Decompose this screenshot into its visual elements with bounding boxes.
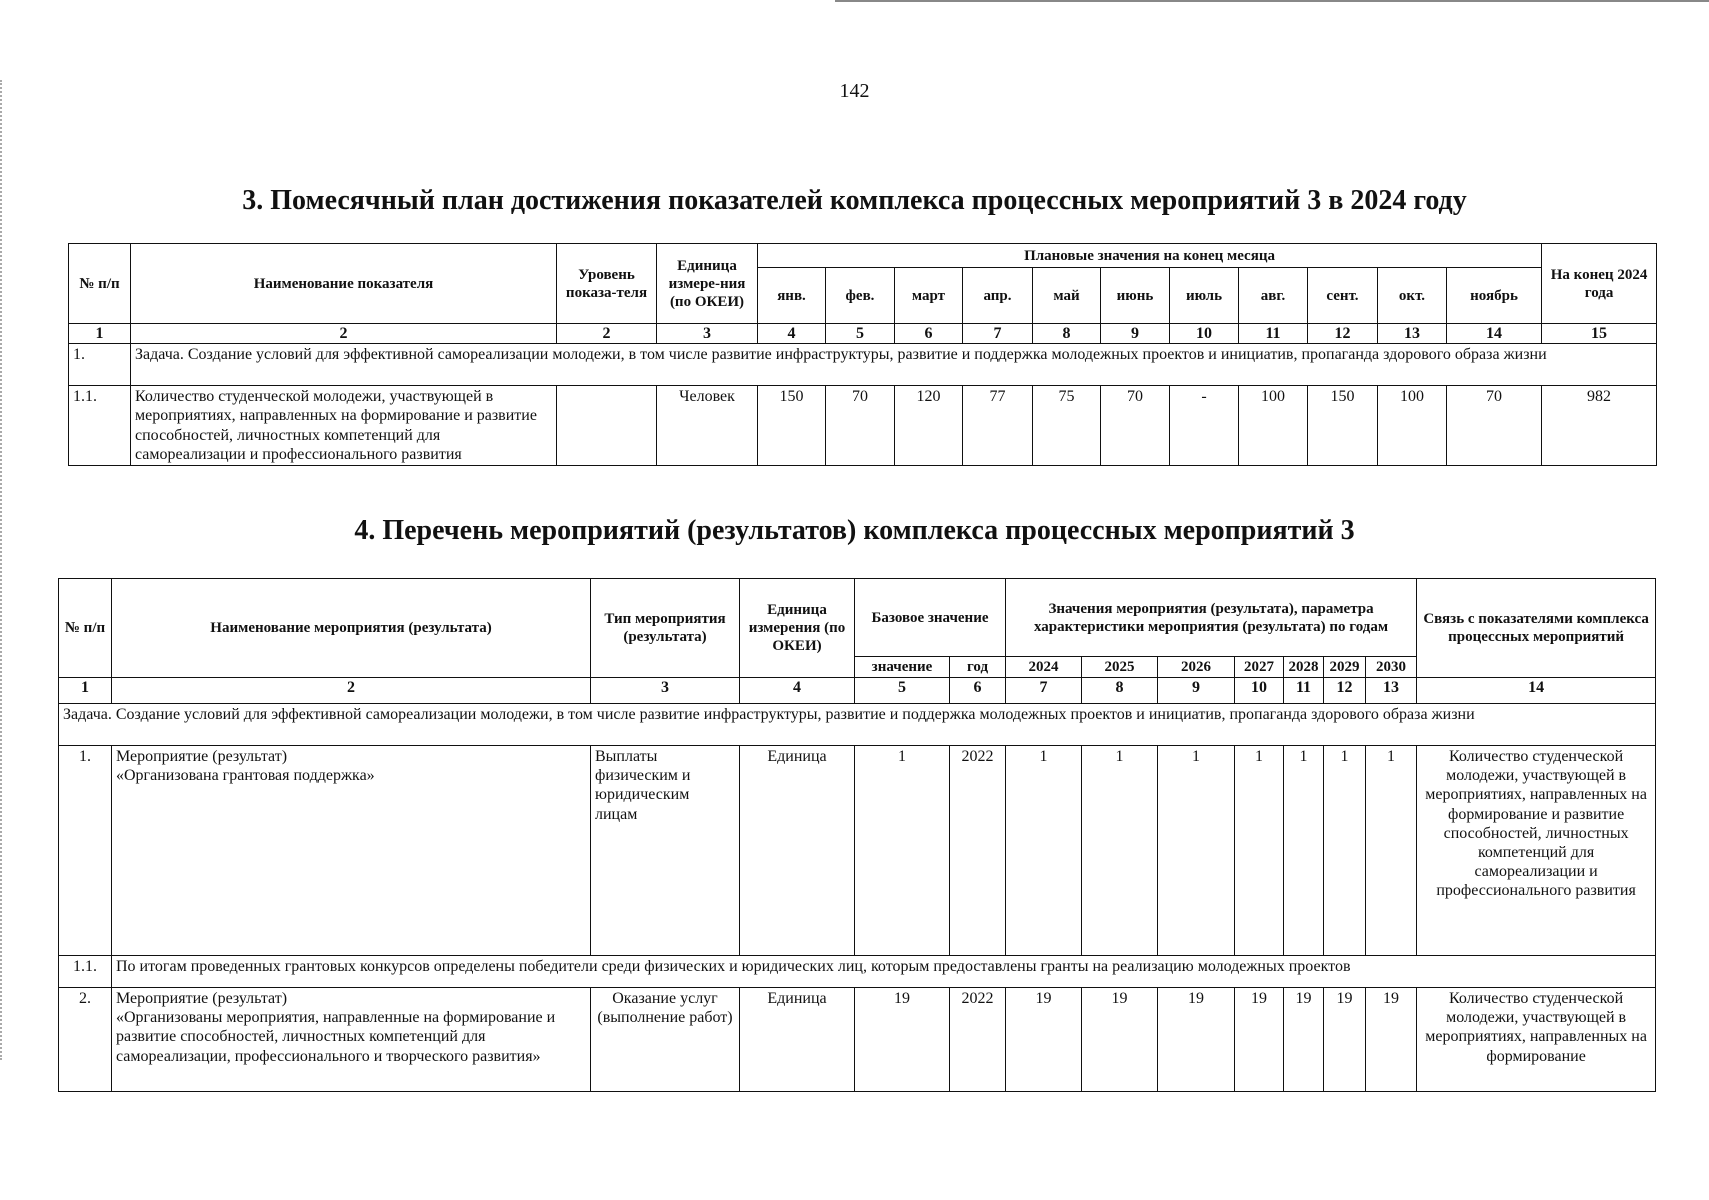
month-value: 70 (1447, 386, 1542, 466)
year-value: 1 (1284, 746, 1324, 956)
column-number: 9 (1101, 324, 1170, 344)
column-number: 12 (1324, 678, 1366, 704)
header-values-by-year: Значения мероприятия (результата), параметра характеристики мероприятия (результата) по годам (1006, 579, 1417, 657)
month-value: - (1170, 386, 1239, 466)
header-base-value-value: значение (855, 657, 950, 678)
base-year: 2022 (950, 746, 1006, 956)
year-value: 19 (1082, 988, 1158, 1092)
month-value: 70 (1101, 386, 1170, 466)
year-value: 19 (1324, 988, 1366, 1092)
row-num: 1.1. (69, 386, 131, 466)
activity-name-line: «Организованы мероприятия, направленные на формирование и развитие способностей, личностных компетенций для самореализации, профессионального и творческого развития» (116, 1009, 556, 1065)
scan-edge-mark (0, 80, 2, 1060)
result-row (59, 956, 1656, 988)
month-value: 150 (1308, 386, 1378, 466)
header-month: сент. (1308, 268, 1378, 324)
activity-type: Выплаты физическим и юридическим лицам (591, 746, 740, 956)
column-number: 8 (1082, 678, 1158, 704)
header-activity-name: Наименование мероприятия (результата) (112, 579, 591, 678)
indicator-level (557, 386, 657, 466)
task-row (69, 344, 1657, 386)
header-level: Уровень показа-теля (557, 244, 657, 324)
year-value: 1 (1158, 746, 1235, 956)
column-number: 3 (591, 678, 740, 704)
column-number: 9 (1158, 678, 1235, 704)
indicator-unit: Человек (657, 386, 758, 466)
month-value: 75 (1033, 386, 1101, 466)
column-number: 7 (1006, 678, 1082, 704)
year-value: 19 (1284, 988, 1324, 1092)
column-number: 1 (69, 324, 131, 344)
column-number: 13 (1366, 678, 1417, 704)
row-num: 1. (59, 746, 112, 956)
column-number: 1 (59, 678, 112, 704)
activity-name-line: «Организована грантовая поддержка» (116, 767, 375, 785)
column-number: 4 (740, 678, 855, 704)
header-planned-values: Плановые значения на конец месяца (758, 244, 1542, 268)
year-value: 19 (1366, 988, 1417, 1092)
header-year: 2029 (1324, 657, 1366, 678)
header-month: июнь (1101, 268, 1170, 324)
header-year: 2028 (1284, 657, 1324, 678)
row-num: 1.1. (59, 956, 112, 988)
activity-name (112, 988, 591, 1092)
section3-table (68, 243, 1657, 466)
column-number: 12 (1308, 324, 1378, 344)
header-month: ноябрь (1447, 268, 1542, 324)
month-value: 70 (826, 386, 895, 466)
column-number: 4 (758, 324, 826, 344)
activity-type: Оказание услуг (выполнение работ) (591, 988, 740, 1092)
column-number: 11 (1239, 324, 1308, 344)
task-text: Задача. Создание условий для эффективной самореализации молодежи, в том числе развитие инфраструктуры, развитие и поддержка молодежных проектов и инициатив, пропаганда здорового образа жизни (59, 704, 1656, 746)
result-text: По итогам проведенных грантовых конкурсов определены победители среди физических и юридических лиц, которым предоставлены гранты на реализацию молодежных проектов (112, 956, 1656, 988)
base-value: 1 (855, 746, 950, 956)
column-number: 13 (1378, 324, 1447, 344)
header-unit: Единица измере-ния (по ОКЕИ) (657, 244, 758, 324)
header-year: 2025 (1082, 657, 1158, 678)
year-value: 1 (1082, 746, 1158, 956)
year-value: 19 (1006, 988, 1082, 1092)
header-num: № п/п (59, 579, 112, 678)
year-value: 19 (1235, 988, 1284, 1092)
column-number: 5 (826, 324, 895, 344)
column-number: 5 (855, 678, 950, 704)
task-text: Задача. Создание условий для эффективной самореализации молодежи, в том числе развитие инфраструктуры, развитие и поддержка молодежных проектов и инициатив, пропаганда здорового образа жизни (131, 344, 1657, 386)
header-unit: Единица измерения (по ОКЕИ) (740, 579, 855, 678)
year-value: 19 (1158, 988, 1235, 1092)
column-number: 2 (131, 324, 557, 344)
page-number: 142 (839, 80, 870, 102)
column-number: 3 (657, 324, 758, 344)
header-base-value-year: год (950, 657, 1006, 678)
header-year: 2030 (1366, 657, 1417, 678)
header-month: июль (1170, 268, 1239, 324)
header-month: авг. (1239, 268, 1308, 324)
activity-name-line: Мероприятие (результат) (116, 748, 288, 765)
column-number: 8 (1033, 324, 1101, 344)
header-activity-type: Тип мероприятия (результата) (591, 579, 740, 678)
activity-name (112, 746, 591, 956)
row-num: 2. (59, 988, 112, 1092)
header-month: окт. (1378, 268, 1447, 324)
activity-row (59, 746, 1656, 956)
header-month: март (895, 268, 963, 324)
scan-top-line (835, 0, 1709, 2)
month-value: 150 (758, 386, 826, 466)
base-value: 19 (855, 988, 950, 1092)
section4-table (58, 578, 1656, 1092)
column-number: 6 (895, 324, 963, 344)
activity-name-line: Мероприятие (результат) (116, 990, 288, 1007)
activity-row (59, 988, 1656, 1092)
column-number: 10 (1235, 678, 1284, 704)
year-value: 1 (1235, 746, 1284, 956)
column-number: 14 (1417, 678, 1656, 704)
month-value: 120 (895, 386, 963, 466)
indicator-name: Количество студенческой молодежи, участвующей в мероприятиях, направленных на формирование и развитие способностей, личностных компетенций для самореализации и профессионального развития (131, 386, 557, 466)
year-value: 1 (1366, 746, 1417, 956)
column-number: 2 (557, 324, 657, 344)
column-number: 11 (1284, 678, 1324, 704)
column-number: 7 (963, 324, 1033, 344)
column-number: 10 (1170, 324, 1239, 344)
header-month: апр. (963, 268, 1033, 324)
linked-indicator: Количество студенческой молодежи, участвующей в мероприятиях, направленных на формирование (1417, 988, 1656, 1092)
column-number: 15 (1542, 324, 1657, 344)
header-year: 2027 (1235, 657, 1284, 678)
task-num: 1. (69, 344, 131, 386)
header-month: фев. (826, 268, 895, 324)
activity-unit: Единица (740, 988, 855, 1092)
header-base-value: Базовое значение (855, 579, 1006, 657)
header-year-end: На конец 2024 года (1542, 244, 1657, 324)
header-link: Связь с показателями комплекса процессных мероприятий (1417, 579, 1656, 678)
year-end-value: 982 (1542, 386, 1657, 466)
header-month: янв. (758, 268, 826, 324)
month-value: 100 (1378, 386, 1447, 466)
year-value: 1 (1324, 746, 1366, 956)
indicator-row (69, 386, 1657, 466)
month-value: 100 (1239, 386, 1308, 466)
linked-indicator: Количество студенческой молодежи, участвующей в мероприятиях, направленных на формирование и развитие способностей, личностных компетенций для самореализации и профессионального развития (1417, 746, 1656, 956)
header-num: № п/п (69, 244, 131, 324)
column-number: 2 (112, 678, 591, 704)
header-indicator-name: Наименование показателя (131, 244, 557, 324)
header-year: 2024 (1006, 657, 1082, 678)
base-year: 2022 (950, 988, 1006, 1092)
year-value: 1 (1006, 746, 1082, 956)
activity-unit: Единица (740, 746, 855, 956)
section4-title: 4. Перечень мероприятий (результатов) комплекса процессных мероприятий 3 (354, 515, 1355, 546)
column-number: 6 (950, 678, 1006, 704)
task-row (59, 704, 1656, 746)
column-number-row (59, 678, 1656, 704)
header-month: май (1033, 268, 1101, 324)
column-number-row (69, 324, 1657, 344)
month-value: 77 (963, 386, 1033, 466)
column-number: 14 (1447, 324, 1542, 344)
header-year: 2026 (1158, 657, 1235, 678)
section3-title: 3. Помесячный план достижения показателей комплекса процессных мероприятий 3 в 2024 году (242, 185, 1467, 216)
